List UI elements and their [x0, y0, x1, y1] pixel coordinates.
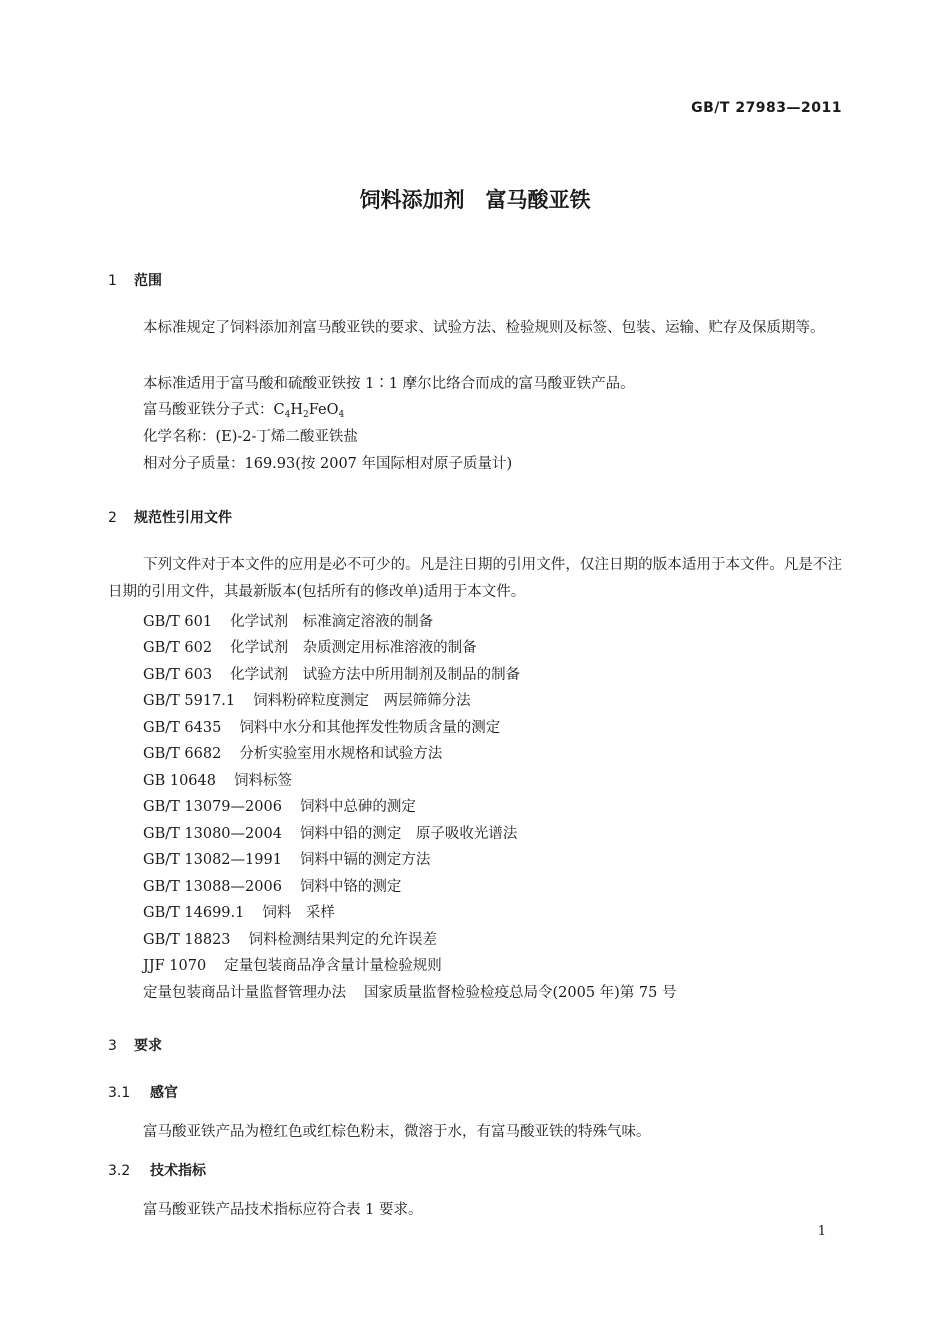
section-1-heading	[108, 270, 162, 290]
section-2-heading	[108, 507, 232, 527]
reference-code: GB/T 13088—2006	[143, 879, 282, 895]
reference-code: 定量包装商品计量监督管理办法	[143, 985, 346, 1001]
formula-h-subscript: 2	[303, 410, 309, 420]
reference-code: JJF 1070	[143, 958, 207, 974]
reference-code: GB/T 6435	[143, 720, 222, 736]
formula-feo: FeO	[308, 402, 339, 418]
chemical-name: 化学名称：(E)-2-丁烯二酸亚铁盐	[143, 429, 358, 445]
reference-title: 化学试剂 试验方法中所用制剂及制品的制备	[230, 667, 521, 683]
reference-code: GB/T 18823	[143, 932, 231, 948]
reference-item	[143, 769, 292, 790]
reference-item	[143, 610, 433, 631]
sensory-description: 富马酸亚铁产品为橙红色或红棕色粉末，微溶于水，有富马酸亚铁的特殊气味。	[143, 1124, 651, 1140]
reference-item	[143, 716, 500, 737]
reference-title: 分析实验室用水规格和试验方法	[239, 746, 443, 762]
reference-item	[143, 636, 477, 657]
reference-code: GB/T 601	[143, 614, 213, 630]
reference-title: 化学试剂 标准滴定溶液的制备	[230, 614, 434, 630]
reference-code: GB/T 6682	[143, 746, 222, 762]
relative-molecular-mass: 相对分子质量：169.93(按 2007 年国际相对原子质量计)	[143, 456, 513, 472]
reference-code: GB/T 13082—1991	[143, 852, 282, 868]
formula-c: C	[273, 402, 285, 418]
reference-code: GB/T 602	[143, 640, 213, 656]
reference-title: 饲料中镉的测定方法	[299, 852, 431, 868]
page-number: 1	[817, 1224, 826, 1239]
scope-paragraph-1: 本标准规定了饲料添加剂富马酸亚铁的要求、试验方法、检验规则及标签、包装、运输、贮存及保质期等。	[143, 320, 825, 336]
reference-title: 化学试剂 杂质测定用标准溶液的制备	[230, 640, 477, 656]
formula-h: H	[290, 402, 303, 418]
reference-title: 国家质量监督检验检疫总局令(2005 年)第 75 号	[364, 985, 677, 1001]
document-title: 饲料添加剂 富马酸亚铁	[359, 188, 591, 212]
reference-item	[143, 954, 442, 975]
subsection-number: 3.1	[108, 1085, 131, 1101]
section-title: 规范性引用文件	[134, 510, 232, 526]
section-number: 3	[108, 1038, 117, 1054]
reference-title: 饲料中总砷的测定	[299, 799, 416, 815]
standard-code: GB/T 27983—2011	[691, 100, 842, 116]
reference-code: GB/T 14699.1	[143, 905, 245, 921]
molecular-formula	[143, 398, 344, 420]
reference-title: 饲料中铅的测定 原子吸收光谱法	[299, 826, 518, 842]
formula-o-subscript: 4	[338, 410, 345, 420]
subsection-number: 3.2	[108, 1163, 131, 1179]
reference-title: 饲料标签	[233, 773, 292, 789]
reference-code: GB/T 603	[143, 667, 213, 683]
formula-c-subscript: 4	[284, 410, 291, 420]
reference-title: 饲料中水分和其他挥发性物质含量的测定	[239, 720, 501, 736]
section-title: 要求	[134, 1038, 162, 1054]
section-number: 1	[108, 273, 117, 289]
reference-item	[143, 742, 442, 763]
formula-label: 富马酸亚铁分子式：	[143, 402, 274, 418]
reference-item	[143, 901, 335, 922]
reference-title: 饲料检测结果判定的允许误差	[248, 932, 438, 948]
scope-paragraph-2: 本标准适用于富马酸和硫酸亚铁按 1∶1 摩尔比络合而成的富马酸亚铁产品。	[143, 376, 635, 392]
reference-title: 饲料中铬的测定	[299, 879, 402, 895]
reference-item	[143, 689, 471, 710]
reference-code: GB/T 5917.1	[143, 693, 236, 709]
section-number: 2	[108, 510, 117, 526]
reference-code: GB/T 13080—2004	[143, 826, 282, 842]
subsection-title: 感官	[150, 1085, 178, 1101]
reference-item	[143, 981, 677, 1002]
section-3-1-heading	[108, 1082, 178, 1102]
reference-code: GB 10648	[143, 773, 216, 789]
reference-item	[143, 875, 401, 896]
reference-title: 饲料粉碎粒度测定 两层筛筛分法	[253, 693, 471, 709]
section-3-2-heading	[108, 1160, 206, 1180]
reference-item	[143, 928, 437, 949]
reference-item	[143, 848, 430, 869]
reference-title: 饲料 采样	[262, 905, 335, 921]
references-intro: 下列文件对于本文件的应用是必不可少的。凡是注日期的引用文件，仅注日期的版本适用于本文件。凡是不注日期的引用文件，其最新版本(包括所有的修改单)适用于本文件。	[108, 557, 842, 600]
section-3-heading	[108, 1035, 162, 1055]
section-title: 范围	[134, 273, 162, 289]
reference-title: 定量包装商品净含量计量检验规则	[224, 958, 442, 974]
reference-item	[143, 663, 520, 684]
reference-code: GB/T 13079—2006	[143, 799, 282, 815]
reference-item	[143, 795, 416, 816]
reference-item	[143, 822, 517, 843]
subsection-title: 技术指标	[150, 1163, 206, 1179]
technical-spec-text: 富马酸亚铁产品技术指标应符合表 1 要求。	[143, 1202, 423, 1218]
